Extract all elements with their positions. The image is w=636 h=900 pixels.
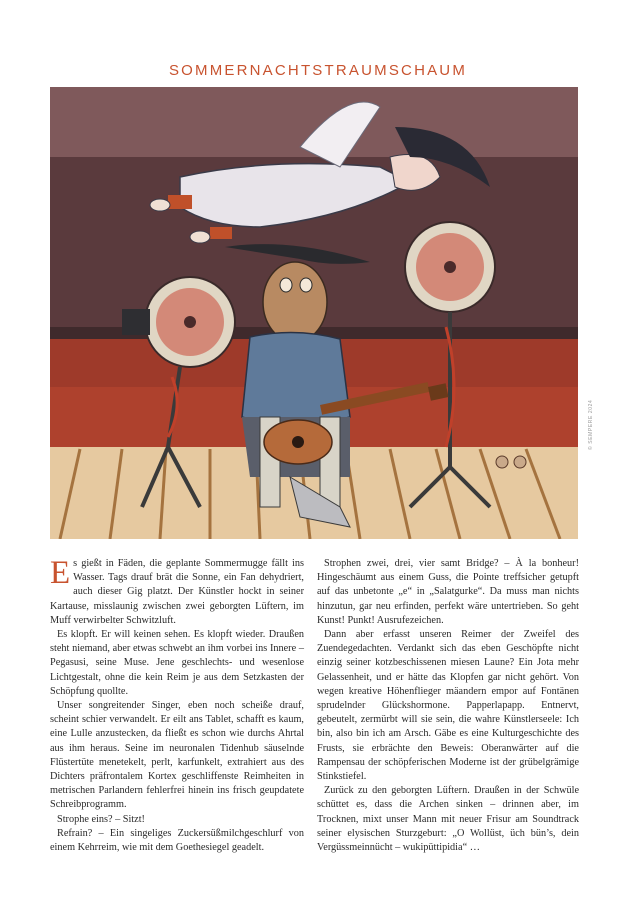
article-column-left <box>50 557 304 855</box>
dropcap: E <box>50 555 71 591</box>
article-paragraph: Strophe eins? – Sitzt! <box>57 813 145 825</box>
article-paragraph: Dann aber erfasst unseren Reimer der Zweifel des Zuendegedachten. Verdankt sich das eben Geschöpfte nicht einzig seiner kotzbeschissenen miesen Laune? Ein Jota mehr Gelassenheit, und er hätte das Klopfen gar nicht gehört. Von wegen kreative Höhenflieger mäandern empor auf Fontänen sprudelnder Glückshormone. Papperlapapp. Entnervt, gebeutelt, zermürbt will sie sein, die wahre Künstlerseele: Ich bin, also bin ich am Arsch. Gäbe es eine Kulturgeschichte des Frusts, sie erbrächte den Beweis: Oberanwärter auf die Rampensau der schöpferischen Moderne ist der grübelgrämige Stinkstiefel. <box>317 629 579 783</box>
illustration-icon <box>50 87 578 539</box>
illustration-credit: © SEMPERE 2024 <box>588 399 594 450</box>
illustration <box>50 87 578 539</box>
article-column-right <box>317 557 579 855</box>
article-paragraph: Refrain? – Ein singeliges Zuckersüßmilchgeschlurf von einem Kehrreim, wie mit dem Goethesiegel geadelt. <box>50 827 304 854</box>
article-paragraph: Zurück zu den geborgten Lüftern. Draußen in der Schwüle schüttet es, dass die Archen sinken – drinnen aber, im Trocknen, mixt unser Mann mit neuer Frisur am Soundtrack seiner elysischen Sturzgeburt: „O Wollüst, üch bün’s, dein Vergüssmeinnücht – wukipüttipidia“ … <box>317 785 579 854</box>
article-paragraph: Strophen zwei, drei, vier samt Bridge? – À la bonheur! Hingeschäumt aus einem Guss, die Pointe treffsicher getupft auf das unbetonte „e“ in „Salatgurke“. Da muss man nichts hinzutun, gar neu erfinden, perfekt wäre untertrieben. So geht Kunst! Punkt! Ausrufezeichen. <box>317 558 579 626</box>
article-paragraph: Unser songreitender Singer, eben noch scheiße drauf, scheint schier verwandelt. Er eilt ans Tablet, schafft es kaum, eine Lulle anzustecken, da fließt es schon wie durchs Ahrtal aus ihm heraus. Seine im neuronalen Tidenhub säuselnde Flüstertüte menetekelt, perlt, karfunkelt, extrahiert aus des Dichters präfrontalem Kortex geschliffenste Reimheiten in metrischen Parlandern fehlerfrei hinein ins frisch geupdatete Schreibprogramm. <box>50 700 304 811</box>
article-paragraph: Es gießt in Fäden, die geplante Sommermugge fällt ins Wasser. Tags drauf brät die Sonne, ein Fan dehydriert, auch dieser Gig platzt. Der Künstler hockt in seiner Kartause, misslaunig zwischen zwei geborgten Lüftern, im Muff verwirbelter Schwitzluft. <box>50 555 304 626</box>
article-paragraph: Es klopft. Er will keinen sehen. Es klopft wieder. Draußen steht niemand, aber etwas schwebt an ihm vorbei ins Innere – Pegasusi, seine Muse. Jene geschlechts- und wesenlose Lichtgestalt, ohne die kein Reim je aus dem Setzkasten der Schöpfung quollte. <box>50 629 304 697</box>
article-title: SOMMERNACHTSTRAUMSCHAUM <box>168 62 468 80</box>
